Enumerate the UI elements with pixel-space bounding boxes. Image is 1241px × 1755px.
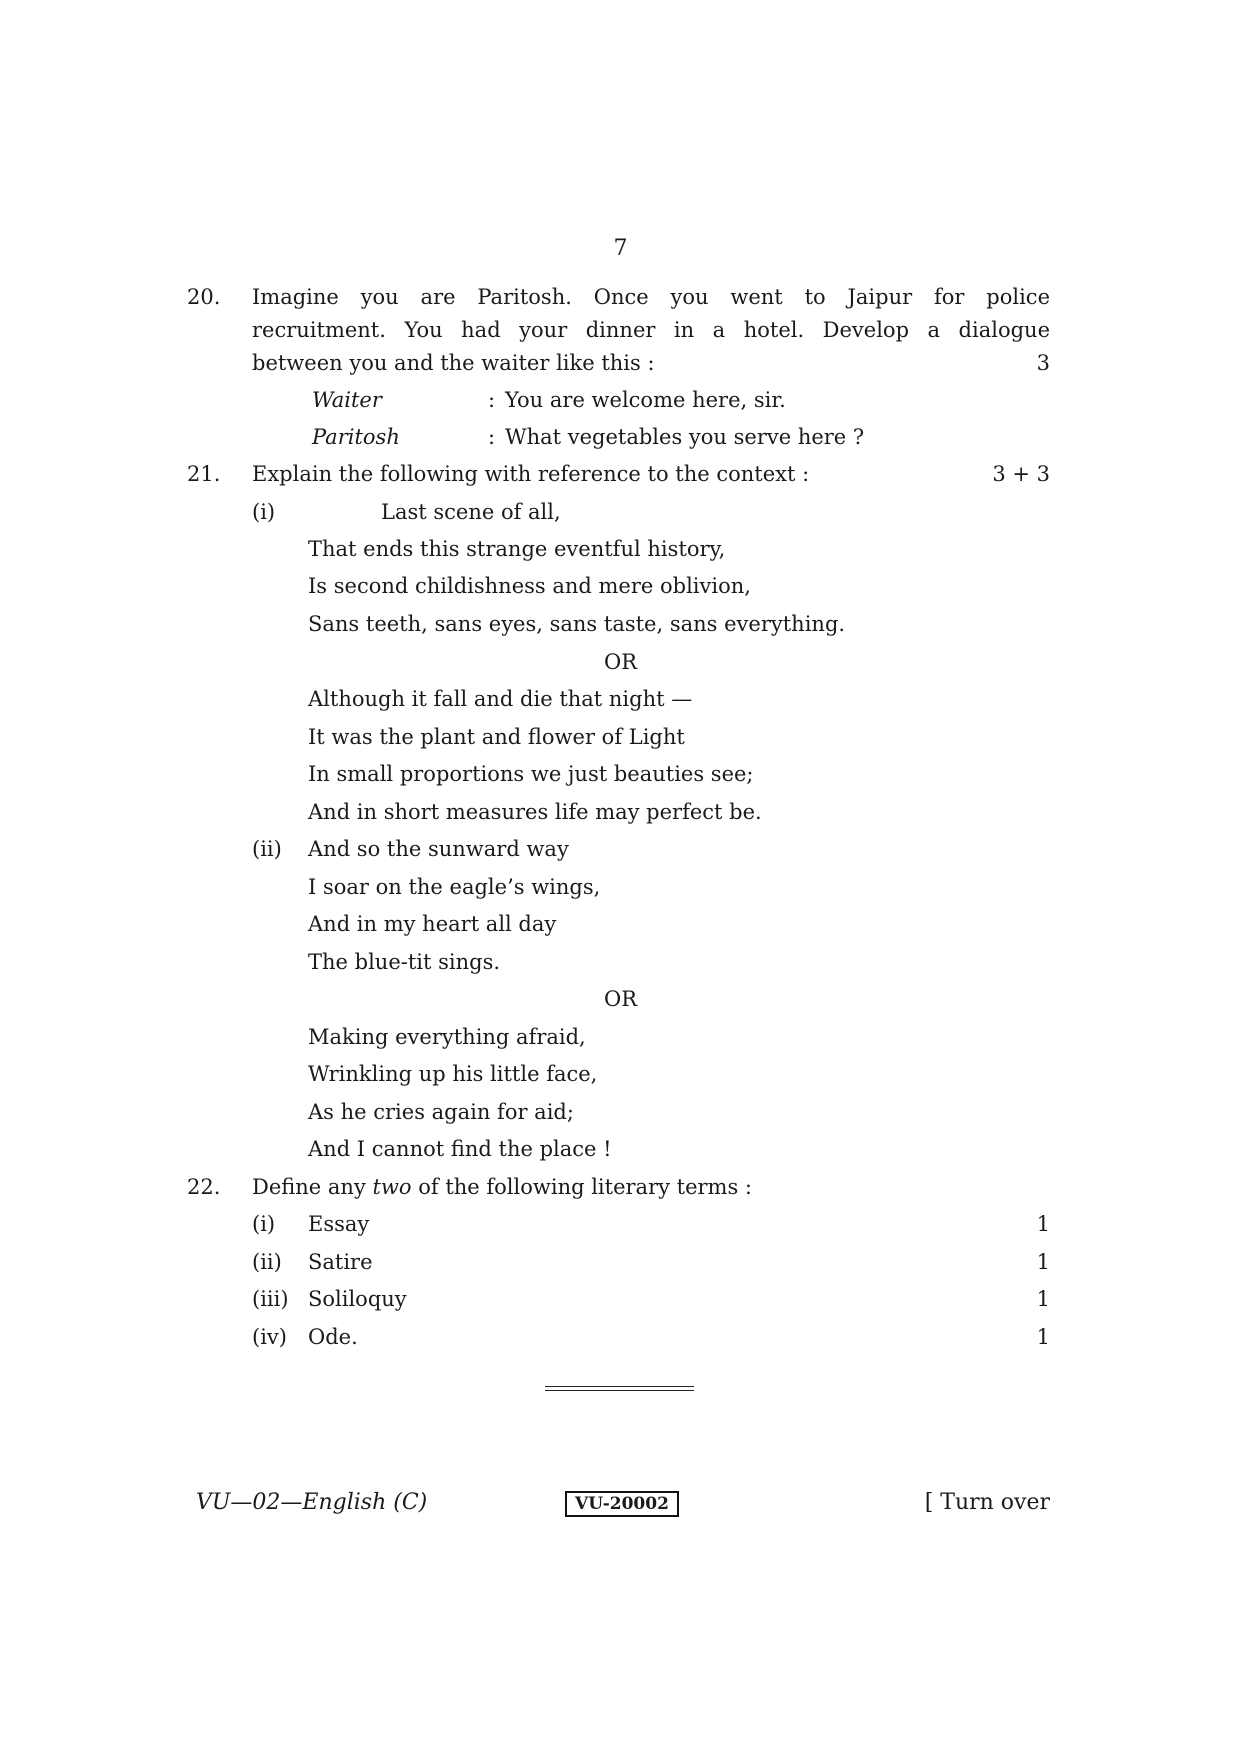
sub-part-label: (ii)	[252, 837, 282, 861]
paper-code: VU—02—English (C)	[196, 1490, 428, 1515]
verse-line: The blue-tit sings.	[308, 950, 501, 974]
question-text-line: recruitment. You had your dinner in a hotel. Develop a dialogue	[252, 318, 1050, 342]
verse-line: Although it fall and die that night —	[308, 687, 693, 711]
verse-line: Is second childishness and mere oblivion,	[308, 574, 751, 598]
question-text-line: Imagine you are Paritosh. Once you went to Jaipur for police	[252, 285, 1050, 309]
marks: 3	[1036, 351, 1050, 375]
question-number: 20.	[187, 285, 221, 309]
question-text-line	[252, 1175, 752, 1199]
dialogue-colon: :	[488, 388, 496, 412]
question-number: 22.	[187, 1175, 221, 1199]
literary-term: Soliloquy	[308, 1287, 407, 1311]
sub-part-label: (iii)	[252, 1287, 289, 1311]
prompt-emphasis: two	[372, 1175, 412, 1199]
verse-line: Wrinkling up his little face,	[308, 1062, 598, 1086]
prompt-text: Define any	[252, 1175, 373, 1199]
sub-part-label: (i)	[252, 1212, 276, 1236]
sub-part-label: (ii)	[252, 1250, 282, 1274]
question-text-line: Explain the following with reference to the context :	[252, 462, 810, 486]
marks: 1	[1036, 1325, 1050, 1349]
literary-term: Essay	[308, 1212, 370, 1236]
verse-line: Making everything afraid,	[308, 1025, 586, 1049]
prompt-text: of the following literary terms :	[411, 1175, 752, 1199]
verse-line: And I cannot find the place !	[308, 1137, 612, 1161]
sub-part-label: (iv)	[252, 1325, 287, 1349]
verse-line: And in short measures life may perfect be.	[308, 800, 762, 824]
verse-line: In small proportions we just beauties see;	[308, 762, 754, 786]
literary-term: Ode.	[308, 1325, 358, 1349]
verse-line: And so the sunward way	[308, 837, 569, 861]
question-text-line: between you and the waiter like this :	[252, 351, 655, 375]
or-separator: OR	[603, 650, 638, 674]
verse-line: I soar on the eagle’s wings,	[308, 875, 601, 899]
verse-line: Sans teeth, sans eyes, sans taste, sans everything.	[308, 612, 846, 636]
literary-term: Satire	[308, 1250, 373, 1274]
end-rule	[545, 1386, 694, 1391]
sub-part-label: (i)	[252, 500, 276, 524]
dialogue-speaker: Waiter	[312, 388, 382, 412]
verse-line: That ends this strange eventful history,	[308, 537, 726, 561]
marks: 1	[1036, 1212, 1050, 1236]
booklet-code-box: VU-20002	[565, 1491, 679, 1517]
dialogue-speaker: Paritosh	[312, 425, 400, 449]
dialogue-text: What vegetables you serve here ?	[505, 425, 865, 449]
verse-line: And in my heart all day	[308, 912, 557, 936]
verse-line: It was the plant and flower of Light	[308, 725, 685, 749]
marks: 1	[1036, 1287, 1050, 1311]
verse-line: As he cries again for aid;	[308, 1100, 574, 1124]
dialogue-text: You are welcome here, sir.	[505, 388, 786, 412]
page-number: 7	[613, 236, 628, 261]
marks: 1	[1036, 1250, 1050, 1274]
or-separator: OR	[603, 987, 638, 1011]
verse-line: Last scene of all,	[381, 500, 561, 524]
turn-over: [ Turn over	[924, 1490, 1050, 1515]
marks: 3 + 3	[992, 462, 1050, 486]
question-number: 21.	[187, 462, 221, 486]
dialogue-colon: :	[488, 425, 496, 449]
